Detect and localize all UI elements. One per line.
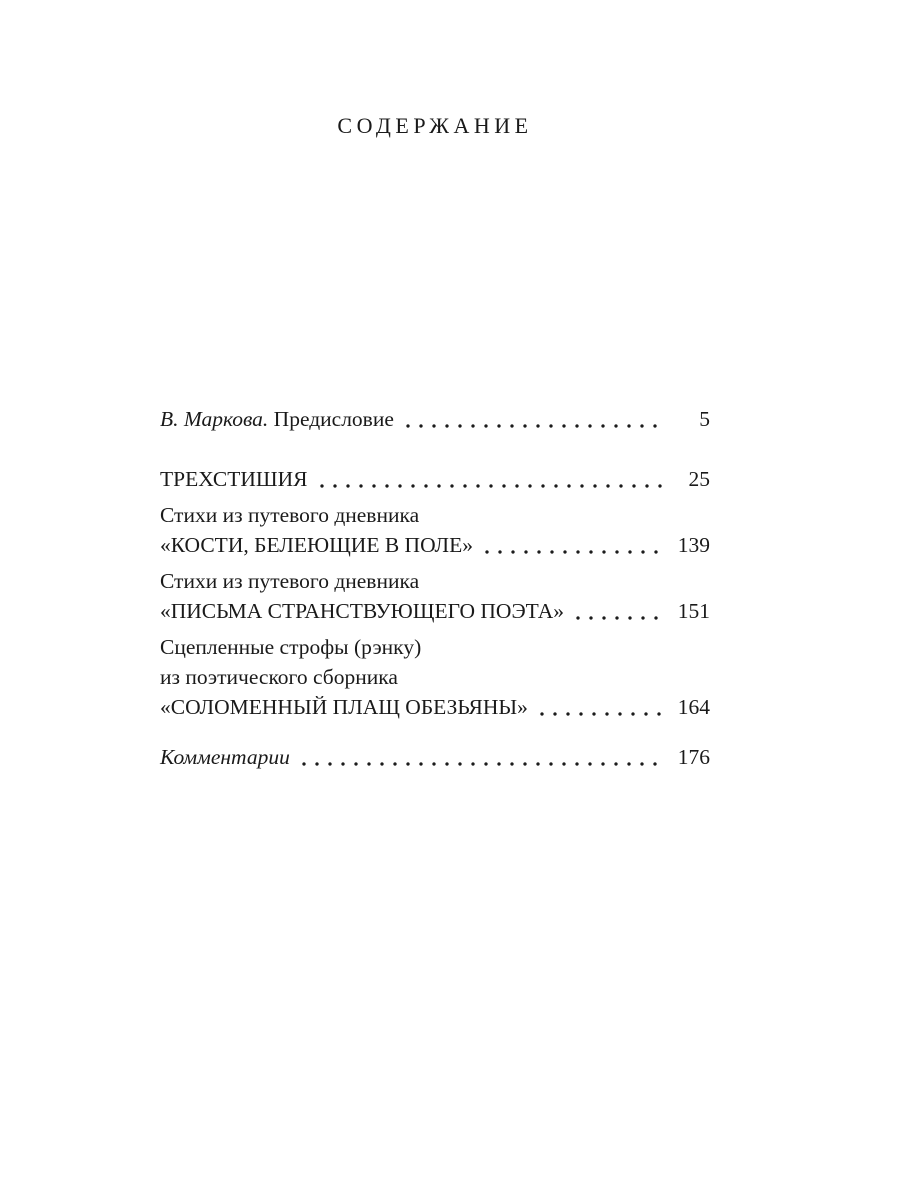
page-number: 164 [677, 695, 710, 719]
dot-leader [398, 404, 664, 434]
page-number: 176 [677, 745, 710, 769]
dot-leader [294, 742, 664, 772]
toc-entry-row [160, 596, 710, 626]
toc-entry-row [160, 530, 710, 560]
entry-title: «СОЛОМЕННЫЙ ПЛАЩ ОБЕЗЬЯНЫ» [160, 695, 528, 719]
entry-subtitle: Стихи из путевого дневника [160, 569, 420, 593]
entry-subtitle: Сцепленные строфы (рэнку) [160, 635, 422, 659]
toc-entry-preface [160, 404, 710, 434]
page-number: 139 [677, 533, 710, 557]
entry-subtitle: из поэтического сборника [160, 665, 398, 689]
dot-leader [312, 464, 665, 494]
toc-entry-kommentarii [160, 742, 710, 772]
toc-entry-trekhstishiya [160, 464, 710, 494]
dot-leader [477, 530, 664, 560]
entry-title: «КОСТИ, БЕЛЕЮЩИЕ В ПОЛЕ» [160, 533, 473, 557]
entry-label [160, 404, 394, 434]
entry-title: «ПИСЬМА СТРАНСТВУЮЩЕГО ПОЭТА» [160, 599, 564, 623]
entry-author: В. Маркова. [160, 407, 269, 431]
page-number: 25 [688, 467, 710, 491]
toc-entry-row [160, 464, 710, 494]
entry-title: ТРЕХСТИШИЯ [160, 467, 308, 491]
page-number: 5 [699, 407, 710, 431]
toc-entry-row [160, 742, 710, 772]
toc-entry-row [160, 404, 710, 434]
dot-leader [532, 692, 664, 722]
toc-entry-pisma [160, 566, 710, 626]
toc-entry-row [160, 692, 710, 722]
entry-title: Комментарии [160, 745, 290, 769]
page-number: 151 [677, 599, 710, 623]
table-of-contents [160, 404, 710, 778]
entry-title: Предисловие [273, 407, 394, 431]
entry-subtitle: Стихи из путевого дневника [160, 503, 420, 527]
toc-entry-kosti [160, 500, 710, 560]
dot-leader [568, 596, 664, 626]
toc-entry-solomenny [160, 632, 710, 722]
page-title: СОДЕРЖАНИЕ [337, 113, 533, 138]
